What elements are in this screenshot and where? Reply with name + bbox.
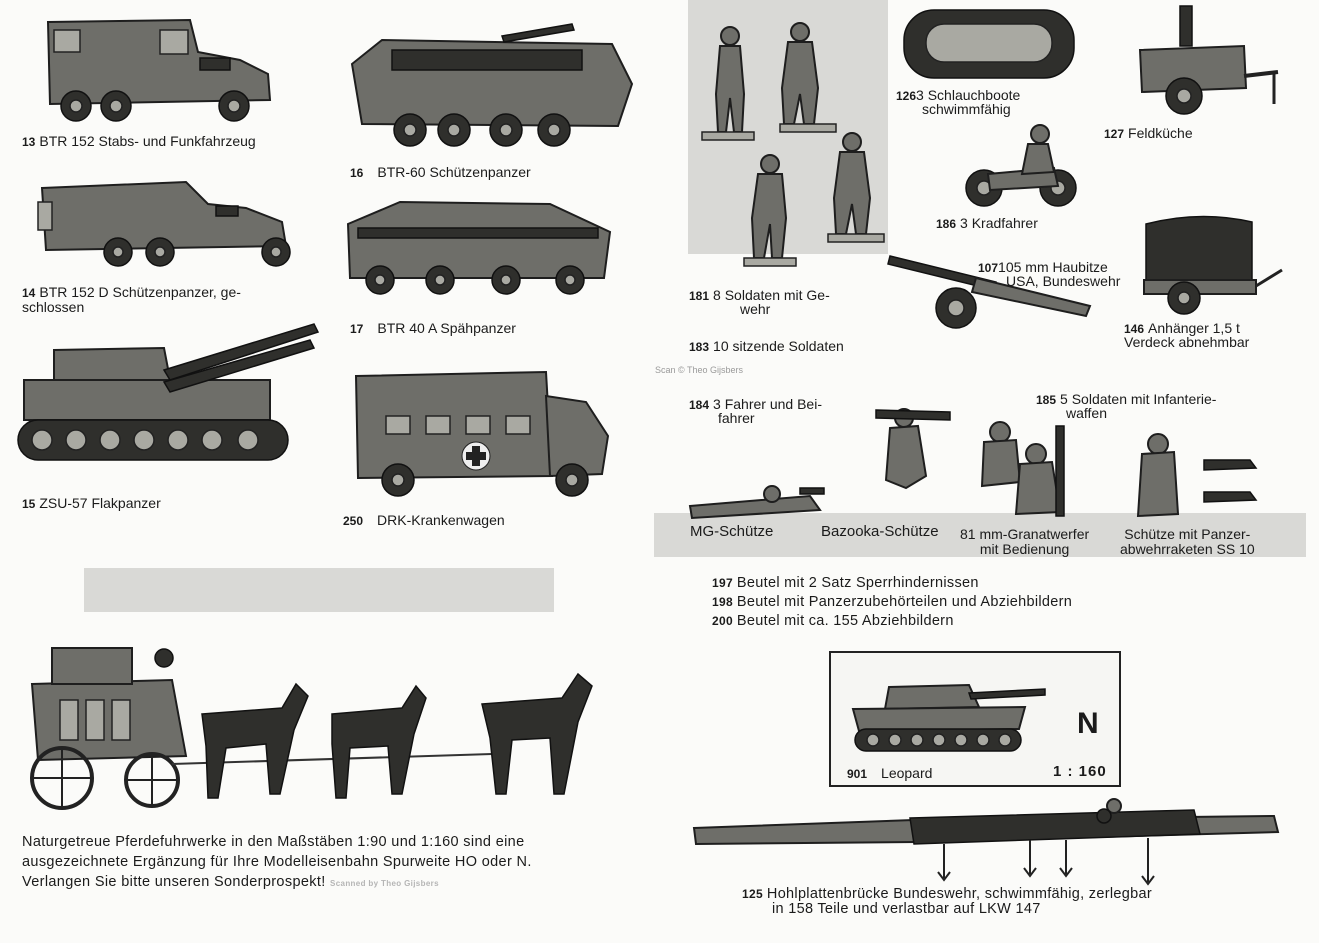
- item-17-caption: [350, 320, 516, 337]
- item-number: 15: [22, 497, 36, 511]
- pontoon-bridge-image: [694, 798, 1280, 898]
- infantry-weapon-soldiers-image: [680, 396, 1280, 526]
- zsu57-flak-tank-image: [14, 320, 324, 470]
- item-number: 184: [689, 398, 710, 412]
- item-number: 901: [847, 767, 868, 781]
- item-183-caption: [689, 338, 844, 355]
- item-146-caption-line2: Verdeck abnehmbar: [1124, 334, 1250, 350]
- item-name: BTR 152 Stabs- und Funkfahrzeug: [39, 133, 256, 149]
- item-text: Hohlplattenbrücke Bundeswehr, schwimmfähig, zerlegbar: [766, 886, 1152, 902]
- item-901-caption: [847, 765, 932, 782]
- item-15-caption: [22, 495, 161, 512]
- item-name: Leopard: [881, 765, 933, 781]
- item-184-caption-line2: fahrer: [718, 410, 755, 426]
- item-name: BTR 40 A Spähpanzer: [377, 320, 516, 336]
- label-line: mit Bedienung: [979, 541, 1070, 557]
- scan-watermark: Scan © Theo Gijsbers: [655, 365, 744, 375]
- item-number: 197: [712, 576, 733, 590]
- mg-gunner-label: MG-Schütze: [690, 523, 774, 540]
- label-line: Schütze mit Panzer-: [1124, 526, 1251, 542]
- item-name: DRK-Krankenwagen: [377, 512, 505, 528]
- item-text: Anhänger 1,5 t: [1148, 320, 1240, 336]
- item-text: 5 Soldaten mit Infanterie-: [1060, 391, 1217, 407]
- stagecoach-image: [12, 644, 612, 814]
- item-text: 3 Kradfahrer: [960, 215, 1038, 231]
- item-number: 126: [896, 89, 917, 103]
- item-185-caption-line2: waffen: [1066, 405, 1107, 421]
- bag-item-200: [712, 612, 1072, 631]
- item-13-caption: [22, 133, 256, 150]
- item-text: Beutel mit Panzerzubehörteilen und Abziehbildern: [736, 594, 1073, 610]
- item-text: Beutel mit ca. 155 Abziehbildern: [736, 613, 954, 629]
- item-107-caption-line2: USA, Bundeswehr: [1006, 273, 1121, 289]
- leopard-tank-image: [849, 673, 1049, 757]
- item-name: BTR-60 Schützenpanzer: [377, 164, 531, 180]
- bazooka-gunner-label: Bazooka-Schütze: [821, 523, 939, 540]
- bag-item-198: [712, 593, 1072, 612]
- bag-list: [712, 574, 1072, 631]
- item-127-caption: [1104, 125, 1193, 142]
- mortar-team-label: [960, 527, 1089, 557]
- paragraph-line-text: Verlangen Sie bitte unseren Sonderprospekt!: [22, 874, 326, 890]
- item-14-caption-line2: schlossen: [22, 299, 85, 315]
- item-text: 10 sitzende Soldaten: [713, 338, 844, 354]
- item-number: 127: [1104, 127, 1125, 141]
- caption-line: in 158 Teile und verlastbar auf LKW 147: [772, 901, 1041, 917]
- scale-label: 1 : 160: [1053, 763, 1107, 780]
- drk-ambulance-image: [346, 366, 616, 502]
- item-number: 146: [1124, 322, 1145, 336]
- item-name: BTR 152 D Schützenpanzer, ge-: [39, 284, 241, 300]
- item-text: 3 Schlauchboote: [916, 87, 1021, 103]
- btr40a-scout-car-image: [340, 194, 620, 302]
- field-kitchen-image: [1134, 6, 1284, 126]
- bag-item-197: [712, 574, 1072, 593]
- item-250-caption: [343, 512, 505, 529]
- item-number: 107: [978, 261, 999, 275]
- item-number: 14: [22, 286, 36, 300]
- paragraph-line: ausgezeichnete Ergänzung für Ihre Modelleisenbahn Spurweite HO oder N.: [22, 854, 532, 870]
- item-text: Beutel mit 2 Satz Sperrhindernissen: [736, 575, 979, 591]
- item-text: Feldküche: [1128, 125, 1193, 141]
- inflatable-boat-image: [900, 4, 1080, 84]
- paragraph-line: [22, 872, 604, 894]
- motorcyclist-image: [962, 124, 1084, 212]
- item-125-caption: [742, 887, 1152, 917]
- item-126-caption-line2: schwimmfähig: [922, 101, 1011, 117]
- item-number: 16: [350, 166, 364, 180]
- trailer-image: [1140, 214, 1285, 318]
- item-text: 105 mm Haubitze: [998, 259, 1108, 275]
- item-number: 200: [712, 614, 733, 628]
- item-number: 13: [22, 135, 36, 149]
- standing-soldiers-image: [690, 14, 890, 264]
- label-line: 81 mm-Granatwerfer: [960, 526, 1090, 542]
- antitank-gunner-label: [1120, 527, 1255, 557]
- item-text: 3 Fahrer und Bei-: [713, 396, 822, 412]
- n-gauge-letter: N: [1077, 707, 1099, 740]
- item-name: ZSU-57 Flakpanzer: [39, 495, 161, 511]
- item-number: 183: [689, 340, 710, 354]
- n-gauge-leopard-box: [829, 651, 1121, 787]
- item-number: 186: [936, 217, 957, 231]
- item-number: 250: [343, 514, 364, 528]
- paragraph-line: Naturgetreue Pferdefuhrwerke in den Maßstäben 1:90 und 1:160 sind eine: [22, 834, 525, 850]
- item-number: 17: [350, 322, 364, 336]
- item-number: 198: [712, 595, 733, 609]
- item-number: 185: [1036, 393, 1057, 407]
- pferdefuhrwerke-paragraph: [22, 832, 604, 894]
- item-16-caption: [350, 164, 531, 181]
- scanner-watermark: Scanned by Theo Gijsbers: [330, 879, 439, 888]
- btr152d-apc-image: [36, 176, 296, 276]
- label-line: abwehrraketen SS 10: [1120, 541, 1255, 557]
- item-number: 125: [742, 887, 763, 901]
- gray-band: [84, 568, 554, 612]
- item-181-caption-line2: wehr: [740, 301, 771, 317]
- btr152-staff-vehicle-image: [40, 12, 280, 124]
- caption-line: [742, 887, 1152, 902]
- item-number: 181: [689, 289, 710, 303]
- btr60-apc-image: [342, 14, 642, 154]
- item-text: 8 Soldaten mit Ge-: [713, 287, 830, 303]
